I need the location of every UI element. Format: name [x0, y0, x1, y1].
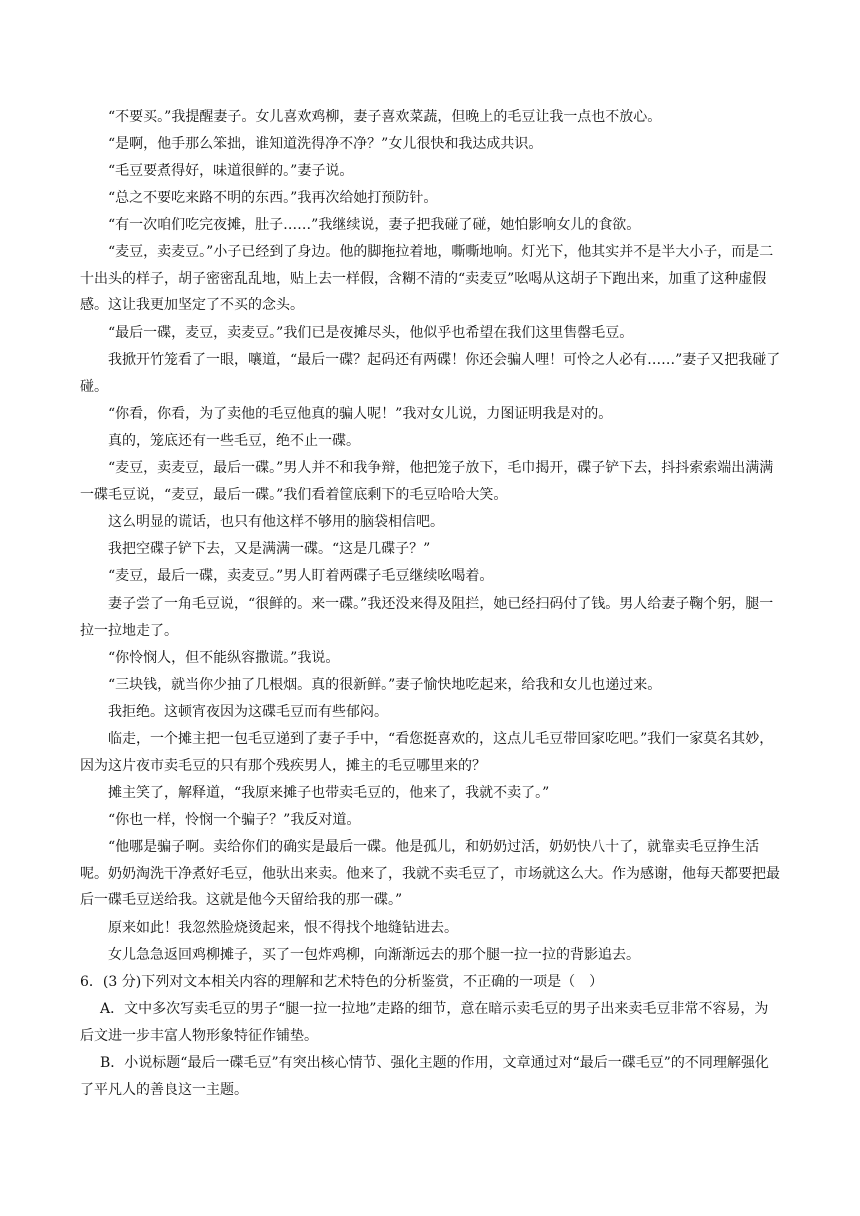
passage-paragraph: “麦豆，卖麦豆。”小子已经到了身边。他的脚拖拉着地，嘶嘶地响。灯光下，他其实并不是半大小子，而是二十出头的样子，胡子密密乱乱地，贴上去一样假，含糊不清的“卖麦豆”吆喝从这胡子下跑出来，加重了这种虚假感。这让我更加坚定了不买的念头。: [80, 244, 774, 313]
passage-paragraph: “你看，你看，为了卖他的毛豆他真的骗人呢！”我对女儿说，力图证明我是对的。: [108, 406, 613, 422]
question-option-b: B．小说标题“最后一碟毛豆”有突出核心情节、强化主题的作用，文章通过对“最后一碟毛豆”的不同理解强化了平凡人的善良这一主题。: [80, 1055, 769, 1098]
passage-paragraph: 真的，笼底还有一些毛豆，绝不止一碟。: [108, 433, 360, 449]
passage-paragraph: 我把空碟子铲下去，又是满满一碟。“这是几碟子？”: [108, 541, 431, 557]
passage-paragraph: “不要买。”我提醒妻子。女儿喜欢鸡柳，妻子喜欢菜蔬，但晚上的毛豆让我一点也不放心。: [108, 109, 662, 125]
passage-paragraph: 这么明显的谎话，也只有他这样不够用的脑袋相信吧。: [108, 514, 444, 530]
passage-paragraph: “麦豆，卖麦豆，最后一碟。”男人并不和我争辩，他把笼子放下，毛巾揭开，碟子铲下去，抖抖索索端出满满一碟毛豆说，“麦豆，最后一碟。”我们看着筐底剩下的毛豆哈哈大笑。: [80, 460, 774, 503]
passage-paragraph: “你怜悯人，但不能纵容撒谎。”我说。: [108, 650, 340, 666]
passage-paragraph: “麦豆，最后一碟，卖麦豆。”男人盯着两碟子毛豆继续吆喝着。: [108, 568, 494, 584]
passage-paragraph: 我掀开竹笼看了一眼，嚷道，“最后一碟？起码还有两碟！你还会骗人哩！可怜之人必有……”妻子又把我碰了碰。: [80, 352, 781, 395]
passage-paragraph: 女儿急急返回鸡柳摊子，买了一包炸鸡柳，向渐渐远去的那个腿一拉一拉的背影追去。: [108, 947, 640, 963]
passage-paragraph: 临走，一个摊主把一包毛豆递到了妻子手中，“看您挺喜欢的，这点儿毛豆带回家吃吧。”我们一家莫名其妙，因为这片夜市卖毛豆的只有那个残疾男人，摊主的毛豆哪里来的？: [80, 731, 774, 774]
passage-paragraph: “他哪是骗子啊。卖给你们的确实是最后一碟。他是孤儿，和奶奶过活，奶奶快八十了，就靠卖毛豆挣生活呢。奶奶淘洗干净煮好毛豆，他驮出来卖。他来了，我就不卖毛豆了，市场就这么大。作为感谢，他每天都要把最后一碟毛豆送给我。这就是他今天留给我的那一碟。”: [80, 839, 780, 908]
passage-paragraph: “毛豆要煮得好，味道很鲜的。”妻子说。: [108, 163, 354, 179]
passage-paragraph: 原来如此！我忽然脸烧烫起来，恨不得找个地缝钻进去。: [108, 920, 458, 936]
passage-paragraph: “是啊，他手那么笨拙，谁知道洗得净不净？”女儿很快和我达成共识。: [108, 136, 543, 152]
passage-paragraph: 我拒绝。这顿宵夜因为这碟毛豆而有些郁闷。: [108, 704, 388, 720]
passage-paragraph: “三块钱，就当你少抽了几根烟。真的很新鲜。”妻子愉快地吃起来，给我和女儿也递过来。: [108, 677, 662, 693]
passage-paragraph: 妻子尝了一角毛豆说，“很鲜的。来一碟。”我还没来得及阻拦，她已经扫码付了钱。男人给妻子鞠个躬，腿一拉一拉地走了。: [80, 596, 774, 639]
passage-paragraph: “有一次咱们吃完夜摊，肚子……”我继续说，妻子把我碰了碰，她怕影响女儿的食欲。: [108, 217, 641, 233]
passage-paragraph: “总之不要吃来路不明的东西。”我再次给她打预防针。: [108, 190, 438, 206]
question-option-a: A．文中多次写卖毛豆的男子“腿一拉一拉地”走路的细节，意在暗示卖毛豆的男子出来卖毛豆非常不容易，为后文进一步丰富人物形象特征作铺垫。: [80, 1001, 769, 1044]
passage-paragraph: 摊主笑了，解释道，“我原来摊子也带卖毛豆的，他来了，我就不卖了。”: [108, 785, 550, 801]
question-stem: 6．(3 分)下列对文本相关内容的理解和艺术特色的分析鉴赏，不正确的一项是（ ）: [80, 974, 604, 990]
passage-paragraph: “最后一碟，麦豆，卖麦豆。”我们已是夜摊尽头，他似乎也希望在我们这里售罄毛豆。: [108, 325, 634, 341]
passage-paragraph: “你也一样，怜悯一个骗子？”我反对道。: [108, 812, 361, 828]
